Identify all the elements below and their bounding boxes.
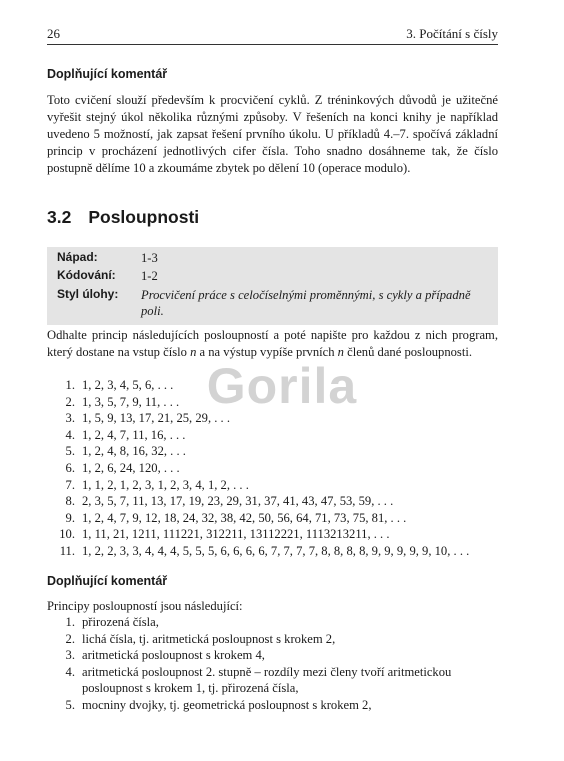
list-item-number: 5. bbox=[65, 444, 75, 459]
list-item bbox=[47, 443, 498, 460]
list-item-text: 1, 2, 4, 8, 16, 32, . . . bbox=[82, 444, 186, 459]
section-heading bbox=[47, 207, 199, 228]
list-item-number: 9. bbox=[65, 510, 75, 525]
list-item-number: 3. bbox=[65, 648, 75, 663]
list-item-text: 1, 2, 2, 3, 3, 4, 4, 4, 5, 5, 5, 6, 6, 6, 6, 7, 7, 7, 7, 8, 8, 8, 8, 9, 9, 9, 9, 9, 10, . . . bbox=[82, 543, 470, 558]
list-item bbox=[47, 697, 498, 714]
variable-n: n bbox=[190, 344, 197, 359]
list-item-number: 8. bbox=[65, 494, 75, 509]
list-item bbox=[47, 526, 498, 543]
page-header bbox=[47, 24, 498, 45]
list-item bbox=[47, 543, 498, 560]
list-item-number: 11. bbox=[59, 543, 75, 558]
comment-paragraph: Toto cvičení slouží především k procvičení cyklů. Z tréninkových důvodů je užitečné vyřešit stejný úkol několika různými způsoby. V řešeních na konci knihy je například uvedeno 5 možností, jak zapsat řešení prvního úkolu. U příkladů 4.–7. spočívá základní princip v procházení jednotlivých cifer čísla. Toho snadno dosáhneme tak, že číslo postupně dělíme 10 a zkoumáme zbytek po dělení 10 (operace modulo). bbox=[47, 93, 498, 175]
list-item bbox=[47, 427, 498, 444]
comment-heading: Doplňující komentář bbox=[47, 574, 168, 588]
list-item-number: 7. bbox=[65, 477, 75, 492]
task-info-box bbox=[47, 247, 498, 325]
list-item-number: 10. bbox=[59, 527, 75, 542]
gorila-watermark: Gorila bbox=[206, 358, 358, 414]
list-item-text: lichá čísla, tj. aritmetická posloupnost s krokem 2, bbox=[82, 631, 336, 646]
list-item-number: 5. bbox=[65, 697, 75, 712]
list-item-text: aritmetická posloupnost s krokem 4, bbox=[82, 648, 265, 663]
info-row-napad bbox=[57, 250, 496, 266]
comment-heading: Doplňující komentář bbox=[47, 67, 168, 81]
info-label: Styl úlohy: bbox=[57, 287, 119, 301]
list-item bbox=[47, 377, 498, 394]
info-row-kodovani bbox=[57, 268, 496, 284]
list-item-text: 1, 1, 2, 1, 2, 3, 1, 2, 3, 4, 1, 2, . . . bbox=[82, 477, 249, 492]
info-value: Procvičení práce s celočíselnými proměnnými, s cykly a případně poli. bbox=[141, 288, 471, 318]
list-item-text: 1, 3, 5, 7, 9, 11, . . . bbox=[82, 394, 180, 409]
list-item-text: aritmetická posloupnost 2. stupně – rozdíly mezi členy tvoří aritmetickou posloupnost s krokem 1, tj. přirozená čísla, bbox=[82, 664, 452, 696]
list-item bbox=[47, 647, 498, 664]
list-item bbox=[47, 614, 498, 631]
info-label: Kódování: bbox=[57, 268, 116, 282]
list-item bbox=[47, 493, 498, 510]
section-number: 3.2 bbox=[47, 207, 72, 227]
list-item bbox=[47, 394, 498, 411]
list-item bbox=[47, 510, 498, 527]
sequence-list bbox=[47, 377, 498, 560]
list-item-text: 1, 5, 9, 13, 17, 21, 25, 29, . . . bbox=[82, 411, 230, 426]
list-item-text: mocniny dvojky, tj. geometrická posloupnost s krokem 2, bbox=[82, 697, 372, 712]
list-item-number: 2. bbox=[65, 631, 75, 646]
task-intro-part: členů dané posloupnosti. bbox=[343, 344, 472, 359]
chapter-title: 3. Počítání s čísly bbox=[406, 26, 498, 41]
list-item-number: 1. bbox=[65, 378, 75, 392]
list-item-text: 1, 2, 3, 4, 5, 6, . . . bbox=[82, 378, 174, 392]
list-item-text: přirozená čísla, bbox=[82, 615, 159, 629]
info-row-styl bbox=[57, 287, 496, 319]
comment-intro: Principy posloupností jsou následující: bbox=[47, 599, 243, 613]
list-item bbox=[47, 460, 498, 477]
list-item-text: 1, 2, 6, 24, 120, . . . bbox=[82, 460, 180, 475]
page-number: 26 bbox=[47, 26, 60, 41]
task-intro bbox=[47, 327, 498, 361]
info-value: 1-3 bbox=[141, 251, 158, 265]
list-item-number: 2. bbox=[65, 394, 75, 409]
list-item-text: 2, 3, 5, 7, 11, 13, 17, 19, 23, 29, 31, 37, 41, 43, 47, 53, 59, . . . bbox=[82, 494, 394, 509]
list-item-number: 6. bbox=[65, 460, 75, 475]
list-item-number: 1. bbox=[65, 615, 75, 629]
task-intro-part: a na výstup vypíše prvních bbox=[196, 344, 338, 359]
list-item bbox=[47, 477, 498, 494]
list-item bbox=[47, 664, 498, 697]
info-value: 1-2 bbox=[141, 269, 158, 283]
variable-n: n bbox=[337, 344, 344, 359]
list-item-text: 1, 11, 21, 1211, 111221, 312211, 13112221, 1113213211, . . . bbox=[82, 527, 390, 542]
principles-list bbox=[47, 614, 498, 714]
info-label: Nápad: bbox=[57, 250, 98, 264]
task-intro-part: Odhalte princip následujících posloupností a poté napište pro každou z nich program, který dostane na vstup číslo bbox=[47, 328, 498, 359]
list-item-number: 4. bbox=[65, 427, 75, 442]
section-title: Posloupnosti bbox=[88, 207, 200, 227]
list-item-text: 1, 2, 4, 7, 9, 12, 18, 24, 32, 38, 42, 50, 56, 64, 71, 73, 75, 81, . . . bbox=[82, 510, 407, 525]
list-item-number: 3. bbox=[65, 411, 75, 426]
list-item bbox=[47, 410, 498, 427]
list-item-number: 4. bbox=[65, 664, 75, 679]
list-item bbox=[47, 631, 498, 648]
list-item-text: 1, 2, 4, 7, 11, 16, . . . bbox=[82, 427, 186, 442]
